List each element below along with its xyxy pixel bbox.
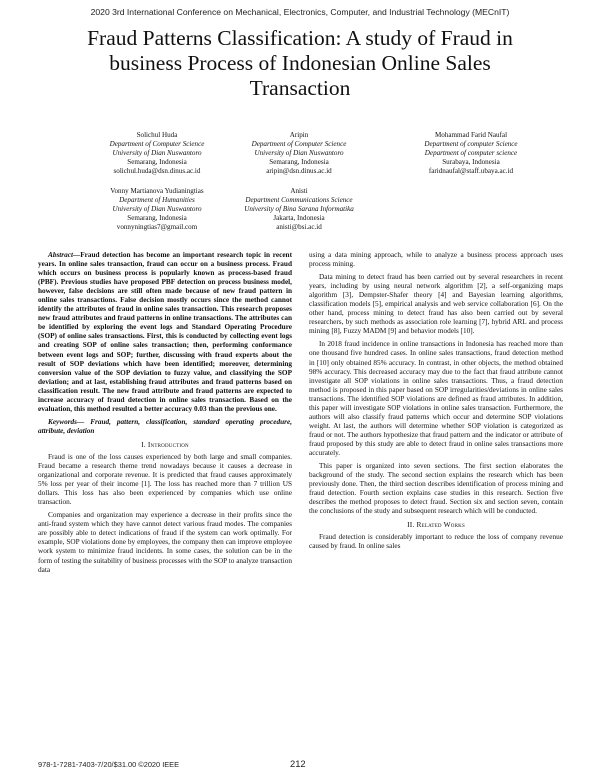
abstract [38, 251, 292, 414]
author-dept: Department Communications Science [245, 196, 353, 204]
author-affiliation: University of Dian Nuswantoro [112, 149, 202, 157]
title-line-3: Transaction [249, 76, 351, 100]
author-name: Solichul Huda [136, 131, 178, 139]
conference-header: 2020 3rd International Conference on Mechanical, Electronics, Computer, and Industrial Technology (MECnIT) [90, 7, 510, 17]
copyright-footer: 978-1-7281-7403-7/20/$31.00 ©2020 IEEE [38, 760, 180, 769]
author-affiliation: University of Dian Nuswantoro [254, 149, 344, 157]
keywords [38, 418, 292, 436]
right-column [309, 251, 563, 751]
author-affiliation: Department of computer science [424, 149, 518, 157]
author-name: Vonny Martianova Yudianingtias [110, 187, 204, 195]
author-affiliation: University of Bina Sarana Informatika [244, 205, 354, 213]
paragraph: Companies and organization may experience a decrease in their profits since the anti-fraud system which they have cannot detect various fraud modes. The companies are possibly able to detect indications of fraud if the system can work optimally. For example, SOP violations done by employees, the company then can improve employee work system to minimize fraud incidents. In some cases, the solution can be in the form of testing the suitability of business processes with the SOP to analyze transaction data [38, 511, 292, 574]
paragraph: Fraud detection is considerably important to reduce the loss of company revenue caused by fraud. In online sales [309, 533, 563, 551]
section-heading-related-works: II. Related Works [407, 520, 465, 530]
author-name: Aripin [289, 131, 309, 139]
author-address: Semarang, Indonesia [127, 158, 187, 166]
left-column [38, 251, 292, 751]
author-block [386, 131, 556, 176]
paragraph: Fraud is one of the loss causes experienced by both large and small companies. Fraud became a research theme trend nowadays because it causes a decrease in organizational and corporate revenue. It is predicted that fraud causes approximately 5% loss per year of their income [1]. The loss has reached more than 7 trillion US dollars. This loss has also been experienced by companies which use online transaction. [38, 452, 292, 507]
author-dept: Department of Computer Science [109, 140, 205, 148]
author-address: Semarang, Indonesia [269, 158, 329, 166]
author-dept: Department of computer Science [424, 140, 518, 148]
author-affiliation: University of Dian Nuswantoro [112, 205, 202, 213]
author-address: Jakarta, Indonesia [273, 214, 325, 222]
author-address: Surabaya, Indonesia [442, 158, 500, 166]
keywords-text: Fraud, pattern, classification, standard operating procedure, attribute, deviation [38, 417, 292, 435]
paragraph: Data mining to detect fraud has been carried out by several researchers in recent years, including by using neural network algorithm [2], a self-organizing maps algorithm [3], Dempster-Shafer theory [4] and Bayesian learning algorithms, classification models [5], empirical analysis and web service collaboration [6]. On the other hand, process mining to detect fraud has also been carried out by several researchers, by such methods as association role learning [7], hybrid ARL and process mining [8], Fuzzy MADM [9] and behavior models [10]. [309, 273, 563, 336]
author-dept: Department of Computer Science [251, 140, 347, 148]
keywords-label: Keywords— [48, 417, 91, 426]
abstract-text: Fraud detection has become an important research topic in recent years. In online sales transaction, fraud can occur on a business process. Fraud which occurs on business process is popularly known as process-based fraud (PBF). Previous studies have proposed PBF detection on process business model, however, false decisions are still often made because of new fraud pattern in online sales transactions. False decision mostly occurs since the method cannot identify the attributes of fraud in online sales transaction. This research proposes new fraud attributes and fraud patterns in online transactions. The attributes can be identified by exploring the event logs and Standard Operating Procedure (SOP) of online sales transactions. First, this is conducted by collecting event logs and creating SOP of online sales transaction; then, performing conformance between event logs and SOP; further, discussing with fraud experts about the result of SOP deviations which have been identified; moreover, determining conversion value of the SOP deviation to fuzzy value, and classifying the SOP deviation; and at last, establishing fraud attributes and fraud patterns based on classification result. The new fraud attribute and fraud patterns are expected to increase accuracy of fraud detection in online sales transaction. Based on the evaluation, this method resulted a better accuracy 0.03 than the previous one. [38, 251, 292, 413]
paper-title [40, 26, 560, 101]
author-email: faridnaufal@staff.ubaya.ac.id [428, 167, 514, 175]
author-name: Anisti [290, 187, 308, 195]
author-block [214, 131, 384, 176]
section-heading-introduction: I. Introduction [141, 439, 189, 449]
author-address: Semarang, Indonesia [127, 214, 187, 222]
title-line-2: business Process of Indonesian Online Sales [109, 51, 491, 75]
author-email: anisti@bsi.ac.id [276, 223, 322, 231]
paragraph: In 2018 fraud incidence in online transactions in Indonesia has reached more than one thousand five hundred cases. In online sales transactions, fraud detection method in [10] only obtained 85% accuracy. In contrast, in other objects, the method obtained 98% accuracy. This decreased accuracy may due to the fact that fraud attribute cannot investigate all SOP violations in online sales transactions. Thus, a fraud detection method is proposed in this paper based on SOP irregularities/deviations in online sales transactions. The identified SOP violations are defined as fraud attributes. In addition, this paper will investigate SOP violations in online sales transaction. Furthermore, the authors will also classify fraud patterns which occur and determine SOP violations weight. At last, the authors will determine whether SOP violation is categorized as fraud or not. The authors hypothesize that fraud pattern and the indicator or attribute of fraud proposed by this study are able to detect fraud in online sales transactions more accurately. [309, 340, 563, 457]
author-block [214, 187, 384, 232]
author-name: Mohammad Farid Naufal [434, 131, 508, 139]
title-line-1: Fraud Patterns Classification: A study of Fraud in [87, 26, 513, 50]
abstract-label: Abstract— [48, 251, 81, 259]
page-number: 212 [290, 758, 306, 769]
author-email: solichul.huda@dsn.dinus.ac.id [113, 167, 201, 175]
paragraph: using a data mining approach, while to analyze a business process approach uses process mining. [309, 251, 563, 269]
author-email: vonnyningtias7@gmail.com [116, 223, 198, 231]
author-email: aripin@dsn.dinus.ac.id [266, 167, 332, 175]
paragraph: This paper is organized into seven sections. The first section elaborates the background of the study. The second section explains the research which has been previously done. Then, the third section describes identification of process mining and fraud detection. Fourth section explains case studies in this research. Section five describes the method proposes to detect fraud. Section six and section seven, contain the conclusions of the study and subsequent research which will be conducted. [309, 462, 563, 516]
author-dept: Department of Humanities [119, 196, 195, 204]
